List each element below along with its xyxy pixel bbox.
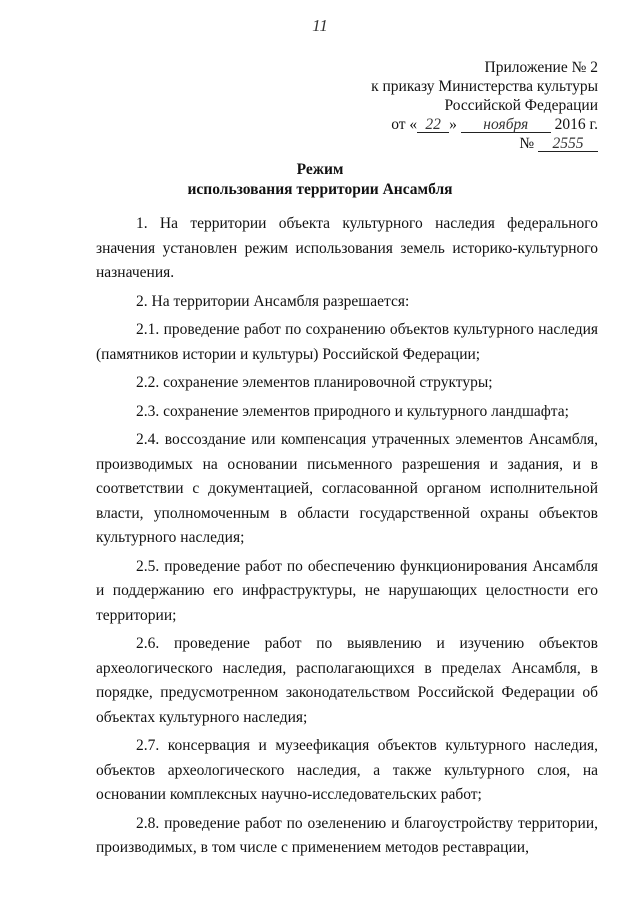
annex-header bbox=[298, 58, 598, 153]
number-prefix: № bbox=[519, 135, 535, 152]
paragraph-2-1: 2.1. проведение работ по сохранению объектов культурного наследия (памятников истории и культуры) Российской Федерации; bbox=[96, 321, 598, 363]
paragraph-1: 1. На территории объекта культурного наследия федерального значения установлен режим использования земель историко-культурного назначения. bbox=[96, 215, 598, 281]
date-mid: » bbox=[449, 116, 457, 133]
date-prefix: от « bbox=[391, 116, 418, 133]
annex-date bbox=[298, 115, 598, 134]
annex-order-ref: к приказу Министерства культуры bbox=[371, 78, 598, 95]
document-body bbox=[96, 212, 598, 865]
annex-number bbox=[298, 134, 598, 153]
date-year: 2016 г. bbox=[554, 116, 598, 133]
title-line-2: использования территории Ансамбля bbox=[187, 181, 453, 198]
paragraph-2-4: 2.4. воссоздание или компенсация утраченных элементов Ансамбля, производимых на основании письменного разрешения и задания, и в соответствии с документацией, согласованной органом исполнительной власти, уполномоченным в области государственной охраны объектов культурного наследия; bbox=[96, 431, 598, 546]
date-day: 22 bbox=[417, 117, 449, 133]
paragraph-2-6: 2.6. проведение работ по выявлению и изучению объектов археологического наследия, располагающихся в пределах Ансамбля, в порядке, предусмотренном законодательством Российской Федерации об объектах культурного наследия; bbox=[96, 635, 598, 726]
annex-ministry: Российской Федерации bbox=[444, 97, 598, 114]
paragraph-2-3: 2.3. сохранение элементов природного и культурного ландшафта; bbox=[136, 402, 569, 420]
document-title bbox=[0, 160, 640, 200]
paragraph-2-2: 2.2. сохранение элементов планировочной структуры; bbox=[136, 374, 493, 391]
page-number: 11 bbox=[312, 16, 328, 35]
paragraph-2: 2. На территории Ансамбля разрешается: bbox=[136, 292, 410, 310]
annex-title: Приложение № 2 bbox=[484, 59, 598, 76]
paragraph-2-8: 2.8. проведение работ по озеленению и благоустройству территории, производимых, в том числе с применением методов реставрации, bbox=[96, 814, 598, 856]
paragraph-2-7: 2.7. консервация и музеефикация объектов культурного наследия, объектов археологического наследия, а также культурного слоя, на основании комплексных научно-исследовательских работ; bbox=[96, 737, 598, 803]
title-line-1: Режим bbox=[296, 161, 344, 178]
paragraph-2-5: 2.5. проведение работ по обеспечению функционирования Ансамбля и поддержанию его инфраструктуры, не нарушающих целостности его территории; bbox=[96, 557, 598, 624]
number-value: 2555 bbox=[538, 136, 598, 152]
date-month: ноября bbox=[461, 117, 551, 133]
